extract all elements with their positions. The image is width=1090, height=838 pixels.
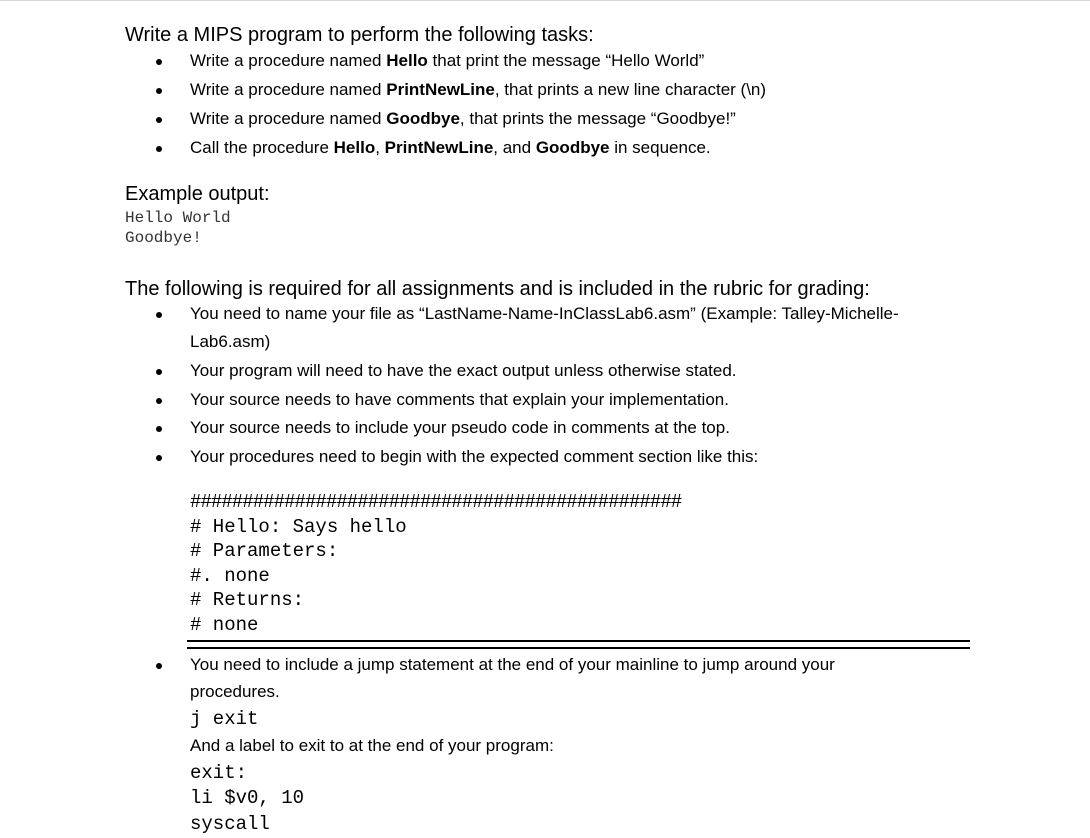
exit-label-text: And a label to exit to at the end of your program: xyxy=(190,736,554,755)
bullet-text: , that prints the message “Goodbye!” xyxy=(459,109,736,128)
bullet-bold: Goodbye xyxy=(386,109,460,128)
example-line-2: Goodbye! xyxy=(125,229,202,247)
bullet-dot xyxy=(156,59,162,65)
task-bullet-goodbye xyxy=(190,109,736,129)
bullet-dot xyxy=(156,663,162,669)
bullet-text: , and xyxy=(493,138,536,157)
req-comments: Your source needs to have comments that explain your implementation. xyxy=(190,390,729,409)
example-heading: Example output: xyxy=(125,183,270,205)
bullet-dot xyxy=(156,455,162,461)
bullet-dot xyxy=(156,369,162,375)
bullet-text: , xyxy=(375,138,385,157)
task-bullet-printnewline xyxy=(190,80,766,100)
comment-line: # Hello: Says hello xyxy=(190,516,407,538)
comment-line: # none xyxy=(190,614,259,636)
req-filename-line2: Lab6.asm) xyxy=(190,332,271,351)
bullet-dot xyxy=(156,426,162,432)
bullet-bold: Hello xyxy=(333,138,376,157)
example-line-1: Hello World xyxy=(125,209,231,227)
top-rule xyxy=(0,0,1090,1)
code-syscall: syscall xyxy=(190,813,270,835)
bullet-dot xyxy=(156,88,162,94)
bullet-bold: Goodbye xyxy=(535,138,610,157)
bullet-text: that print the message “Hello World” xyxy=(427,51,705,70)
bullet-text: Write a procedure named xyxy=(190,51,387,70)
comment-hash-row: ############################################### xyxy=(190,491,682,513)
bullet-bold: PrintNewLine xyxy=(386,80,495,99)
req-comment-section: Your procedures need to begin with the expected comment section like this: xyxy=(190,447,759,466)
bullet-dot xyxy=(156,117,162,123)
bullet-text: , that prints a new line character (\n) xyxy=(494,80,767,99)
requirements-intro: The following is required for all assignments and is included in the rubric for grading: xyxy=(125,278,870,300)
task-bullet-hello xyxy=(190,51,704,71)
code-jump: j exit xyxy=(190,708,259,730)
bullet-text: in sequence. xyxy=(609,138,711,157)
req-pseudo-code: Your source needs to include your pseudo code in comments at the top. xyxy=(190,418,730,437)
bullet-dot xyxy=(156,312,162,318)
jump-text-line1: You need to include a jump statement at the end of your mainline to jump around your xyxy=(190,655,835,674)
comment-line: #. none xyxy=(190,565,270,587)
task-intro: Write a MIPS program to perform the following tasks: xyxy=(125,24,594,46)
code-exit-label: exit: xyxy=(190,762,248,784)
req-filename-line1: You need to name your file as “LastName-Name-InClassLab6.asm” (Example: Talley-Michelle- xyxy=(190,304,899,323)
task-bullet-call xyxy=(190,138,711,158)
code-li: li $v0, 10 xyxy=(190,787,305,809)
double-rule xyxy=(187,640,970,649)
comment-line: # Returns: xyxy=(190,589,305,611)
bullet-bold: PrintNewLine xyxy=(384,138,494,157)
comment-line: # Parameters: xyxy=(190,540,339,562)
bullet-text: Write a procedure named xyxy=(190,109,387,128)
jump-text-line2: procedures. xyxy=(190,682,280,701)
bullet-bold: Hello xyxy=(386,51,428,70)
bullet-dot xyxy=(156,146,162,152)
bullet-text: Call the procedure xyxy=(190,138,334,157)
bullet-dot xyxy=(156,398,162,404)
req-exact-output: Your program will need to have the exact output unless otherwise stated. xyxy=(190,361,737,380)
bullet-text: Write a procedure named xyxy=(190,80,387,99)
